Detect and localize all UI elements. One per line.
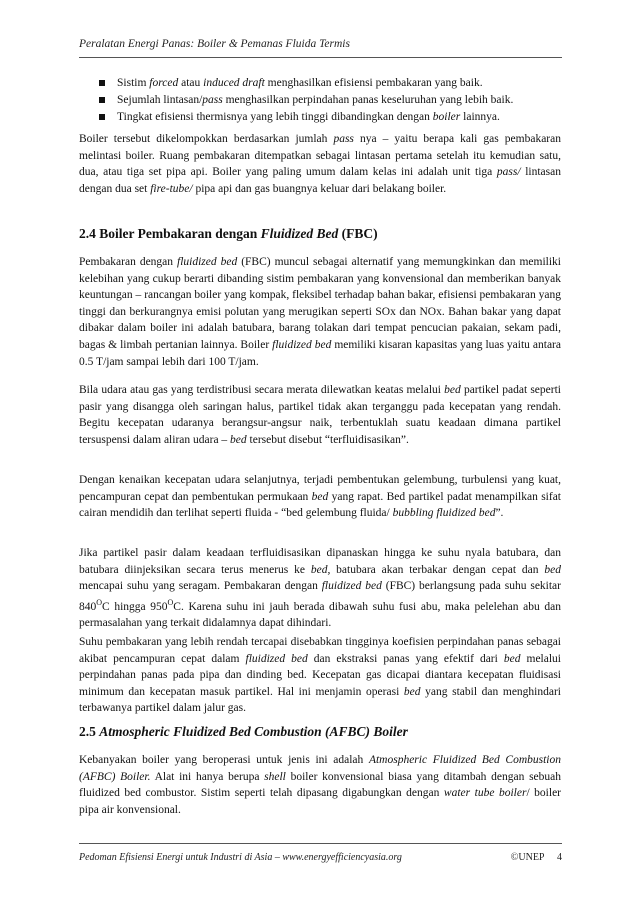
running-header: Peralatan Energi Panas: Boiler & Pemanas Fluida Termis bbox=[79, 38, 350, 50]
paragraph-fbc-intro: Pembakaran dengan fluidized bed (FBC) muncul sebagai alternatif yang memungkinkan dan memiliki kelebihan yang cukup berarti dibanding sistim pembakaran yang konvensional dan memberikan banyak keuntungan – rancangan boiler yang kompak, fleksibel terhadap bahan bakar, efisiensi pembakaran yang tinggi dan berkurangnya emisi polutan yang merugikan seperti SOx dan NOx. Bahan bakar yang dapat dibakar dalam boiler ini adalah batubara, barang tolakan dari tempat pencucian pakaian, sekam padi, bagas & limbah pertanian lainnya. Boiler fluidized bed memiliki kisaran kapasitas yang luas yaitu antara 0.5 T/jam sampai lebih dari 100 T/jam. bbox=[79, 256, 561, 368]
paragraph-afbc-boiler: Kebanyakan boiler yang beroperasi untuk jenis ini adalah Atmospheric Fluidized Bed Combustion (AFBC) Boiler. Alat ini hanya berupa shell boiler konvensional biasa yang ditambah dengan sebuah fluidized bed combustor. Sistim seperti telah dipasang digabungkan dengan water tube boiler/ boiler pipa air konvensional. bbox=[79, 754, 562, 816]
paragraph-pass-classification: Boiler tersebut dikelompokkan berdasarkan jumlah pass nya – yaitu berapa kali gas pembakaran melintasi boiler. Ruang pembakaran ditempatkan sebagai lintasan pertama setelah itu kemudian satu, dua, atau tiga set pipa api. Boiler yang paling umum dalam kelas ini adalah unit tiga pass/ lintasan dengan dua set fire-tube/ pipa api dan gas buangnya keluar dari belakang boiler. bbox=[79, 133, 561, 195]
footer-source: Pedoman Efisiensi Energi untuk Industri di Asia – www.energyefficiencyasia.org bbox=[79, 852, 402, 863]
footer-divider bbox=[79, 843, 562, 844]
paragraph-combustion-temperature: Jika partikel pasir dalam keadaan terfluidisasikan dipanaskan hingga ke suhu nyala batubara, dan batubara diinjeksikan secara terus menerus ke bed, batubara akan terbakar dengan cepat dan bed mencapai suhu yang seragam. Pembakaran dengan fluidized bed (FBC) berlangsung pada suhu sekitar $840^OC$ hingga $950^OC$. Karena suhu ini jauh berada dibawah suhu fusi abu, maka pelelehan abu dan permasalahan yang terkait didalamnya dapat dihindari. bbox=[79, 547, 561, 630]
paragraph-bubbling-bed: Dengan kenaikan kecepatan udara selanjutnya, terjadi pembentukan gelembung, turbulensi yang kuat, pencampuran cepat dan pembentukan permukaan bed yang rapat. Bed partikel padat menampilkan sifat cairan mendidih dan terlihat seperti fluida - “bed gelembung fluida/ bubbling fluidized bed”. bbox=[79, 474, 561, 520]
section-heading-2-4: 2.4 Boiler Pembakaran dengan Fluidized Bed (FBC) bbox=[79, 226, 378, 241]
header-divider bbox=[79, 57, 562, 58]
running-footer bbox=[79, 852, 562, 863]
advantages-list bbox=[97, 75, 567, 126]
list-item: Sejumlah lintasan/pass menghasilkan perpindahan panas keseluruhan yang lebih baik. bbox=[97, 92, 567, 109]
list-item: Sistim forced atau induced draft menghasilkan efisiensi pembakaran yang baik. bbox=[97, 75, 567, 92]
copyright-label: ©UNEP bbox=[510, 852, 545, 863]
paragraph-heat-transfer: Suhu pembakaran yang lebih rendah tercapai disebabkan tingginya koefisien perpindahan panas sebagai akibat pencampuran cepat dalam fluidized bed dan ekstraksi panas yang efektif dari bed melalui perpindahan panas pada pipa dan dinding bed. Kecepatan gas dicapai diantara kecepatan fluidisasi minimum dan kecepatan masuk partikel. Hal ini menjamin operasi bed yang stabil dan menghindari terbawanya partikel dalam jalur gas. bbox=[79, 636, 561, 715]
section-heading-2-5: 2.5 Atmospheric Fluidized Bed Combustion (AFBC) Boiler bbox=[79, 724, 408, 739]
paragraph-fluidization: Bila udara atau gas yang terdistribusi secara merata dilewatkan keatas melalui bed partikel padat seperti pasir yang disangga oleh saringan halus, partikel tidak akan terganggu pada kecepatan yang rendah. Begitu kecepatan udaranya berangsur-angsur naik, terbentuklah suatu keadaan dimana partikel tersuspensi dalam aliran udara – bed tersebut disebut “terfluidisasikan”. bbox=[79, 384, 561, 446]
page-number: 4 bbox=[557, 852, 562, 863]
footer-page-info bbox=[511, 852, 562, 863]
list-item: Tingkat efisiensi thermisnya yang lebih tinggi dibandingkan dengan boiler lainnya. bbox=[97, 109, 567, 126]
